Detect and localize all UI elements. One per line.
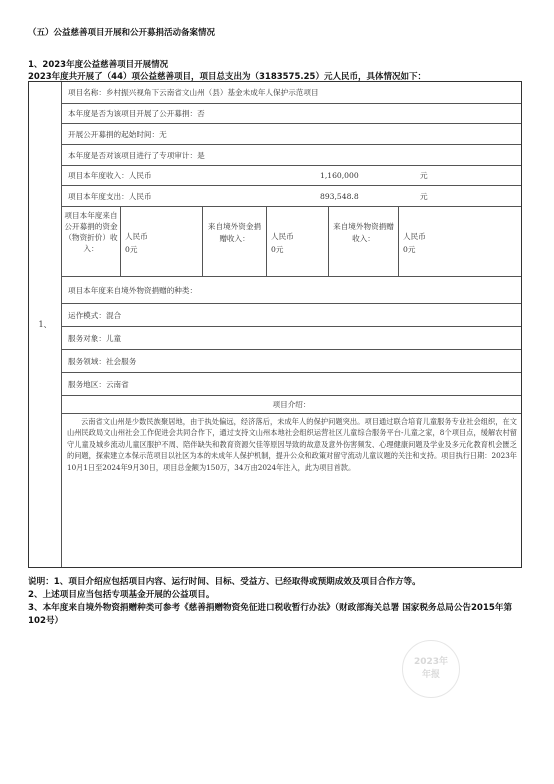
intro-paragraph: 云南省文山州是少数民族聚居地，由于执处偏远，经济落后，未成年人的保护问题突出。项目通过联合培育儿童服务专业社会组织，在文山州民政局文山州社会工作促进会共同合作下，通过支持文山州本地社会组织运营社区儿童综合服务平台-儿童之家，8个项目点，缓解农村留守儿童及城乡流动儿童区服护不周、陪伴缺失和教育资源欠佳等原因导致的故意及意外伤害频发、心理健康问题及学业及多元化教育机会匮乏的问题，探索建立本保示范项目以社区为本的未成年人保护机制，提升公众和政策对留守流动儿童议题的关注和支持。项目执行日期：2023年10月1日至2024年9月30日，项目总金额为150万，34万由2024年注入，此为项目首款。 [67,417,517,472]
annual-report-watermark [402,640,460,698]
summary-line: 2023年度共开展了（44）项公益慈善项目，项目总支出为（3183575.25）元人民币，具体情况如下： [28,72,426,82]
public-fundraising-row: 本年度是否为该项目开展了公开募捐：否 [62,104,521,124]
subsection-title: 1、2023年度公益慈善项目开展情况 [28,60,169,70]
fundraising-start-row: 开展公开募捐的起始时间：无 [62,124,521,145]
audit-row: 本年度是否对该项目进行了专项审计：是 [62,145,521,166]
breakdown-public-value-label: 人民币 [125,232,148,241]
note-1: 说明：1、项目介绍应包括项目内容、运行时间、目标、受益方、已经取得或预期成效及项目合作方等。 [28,577,421,587]
note-2: 2、上述项目应当包括专项基金开展的公益项目。 [28,590,215,600]
target-row: 服务对象：儿童 [62,327,521,350]
breakdown-row [62,207,521,277]
watermark-year: 2023年 [413,657,449,667]
mode-row: 运作模式：混合 [62,304,521,327]
breakdown-public-value [121,207,203,276]
breakdown-foreign-material-value-label: 人民币 [403,232,426,241]
expense-row [62,186,521,207]
foreign-material-types-row: 项目本年度来自境外物资捐赠的种类： [62,277,521,304]
region-row: 服务地区：云南省 [62,373,521,396]
breakdown-public-value-amount: 0元 [125,245,138,254]
row-number: 1、 [29,82,62,567]
expense-unit: 元 [420,191,428,201]
breakdown-foreign-material-value [399,207,521,276]
project-table [28,81,522,568]
expense-label: 项目本年度支出：人民币 [68,191,152,201]
breakdown-foreign-funds-value [267,207,329,276]
intro-title: 项目介绍： [62,396,521,414]
watermark-label: 年报 [421,670,440,680]
notes [28,576,528,628]
income-label: 项目本年度收入：人民币 [68,171,152,180]
income-unit: 元 [420,171,428,180]
project-name-row: 项目名称：乡村振兴视角下云南省文山州（县）基金未成年人保护示范项目 [62,82,521,104]
breakdown-foreign-material-value-amount: 0元 [403,245,416,254]
note-3: 3、本年度来自境外物资捐赠种类可参考《慈善捐赠物资免征进口税收暂行办法》（财政部海关总署 国家税务总局公告2015年第102号） [28,603,513,626]
income-row [62,166,521,186]
breakdown-public-label: 项目本年度来自公开募捐的资金（物资折价）收入： [62,207,121,276]
breakdown-foreign-funds-label: 来自境外资金捐赠收入： [203,207,267,276]
income-amount: 1,160,000 [320,171,359,180]
expense-amount: 893,548.8 [320,191,359,201]
breakdown-foreign-funds-value-label: 人民币 [271,232,294,241]
section-title: （五）公益慈善项目开展和公开募捐活动备案情况 [28,28,216,38]
breakdown-foreign-material-label: 来自境外物资捐赠收入： [329,207,399,276]
breakdown-foreign-funds-value-amount: 0元 [271,245,284,254]
field-row: 服务领域：社会服务 [62,350,521,373]
